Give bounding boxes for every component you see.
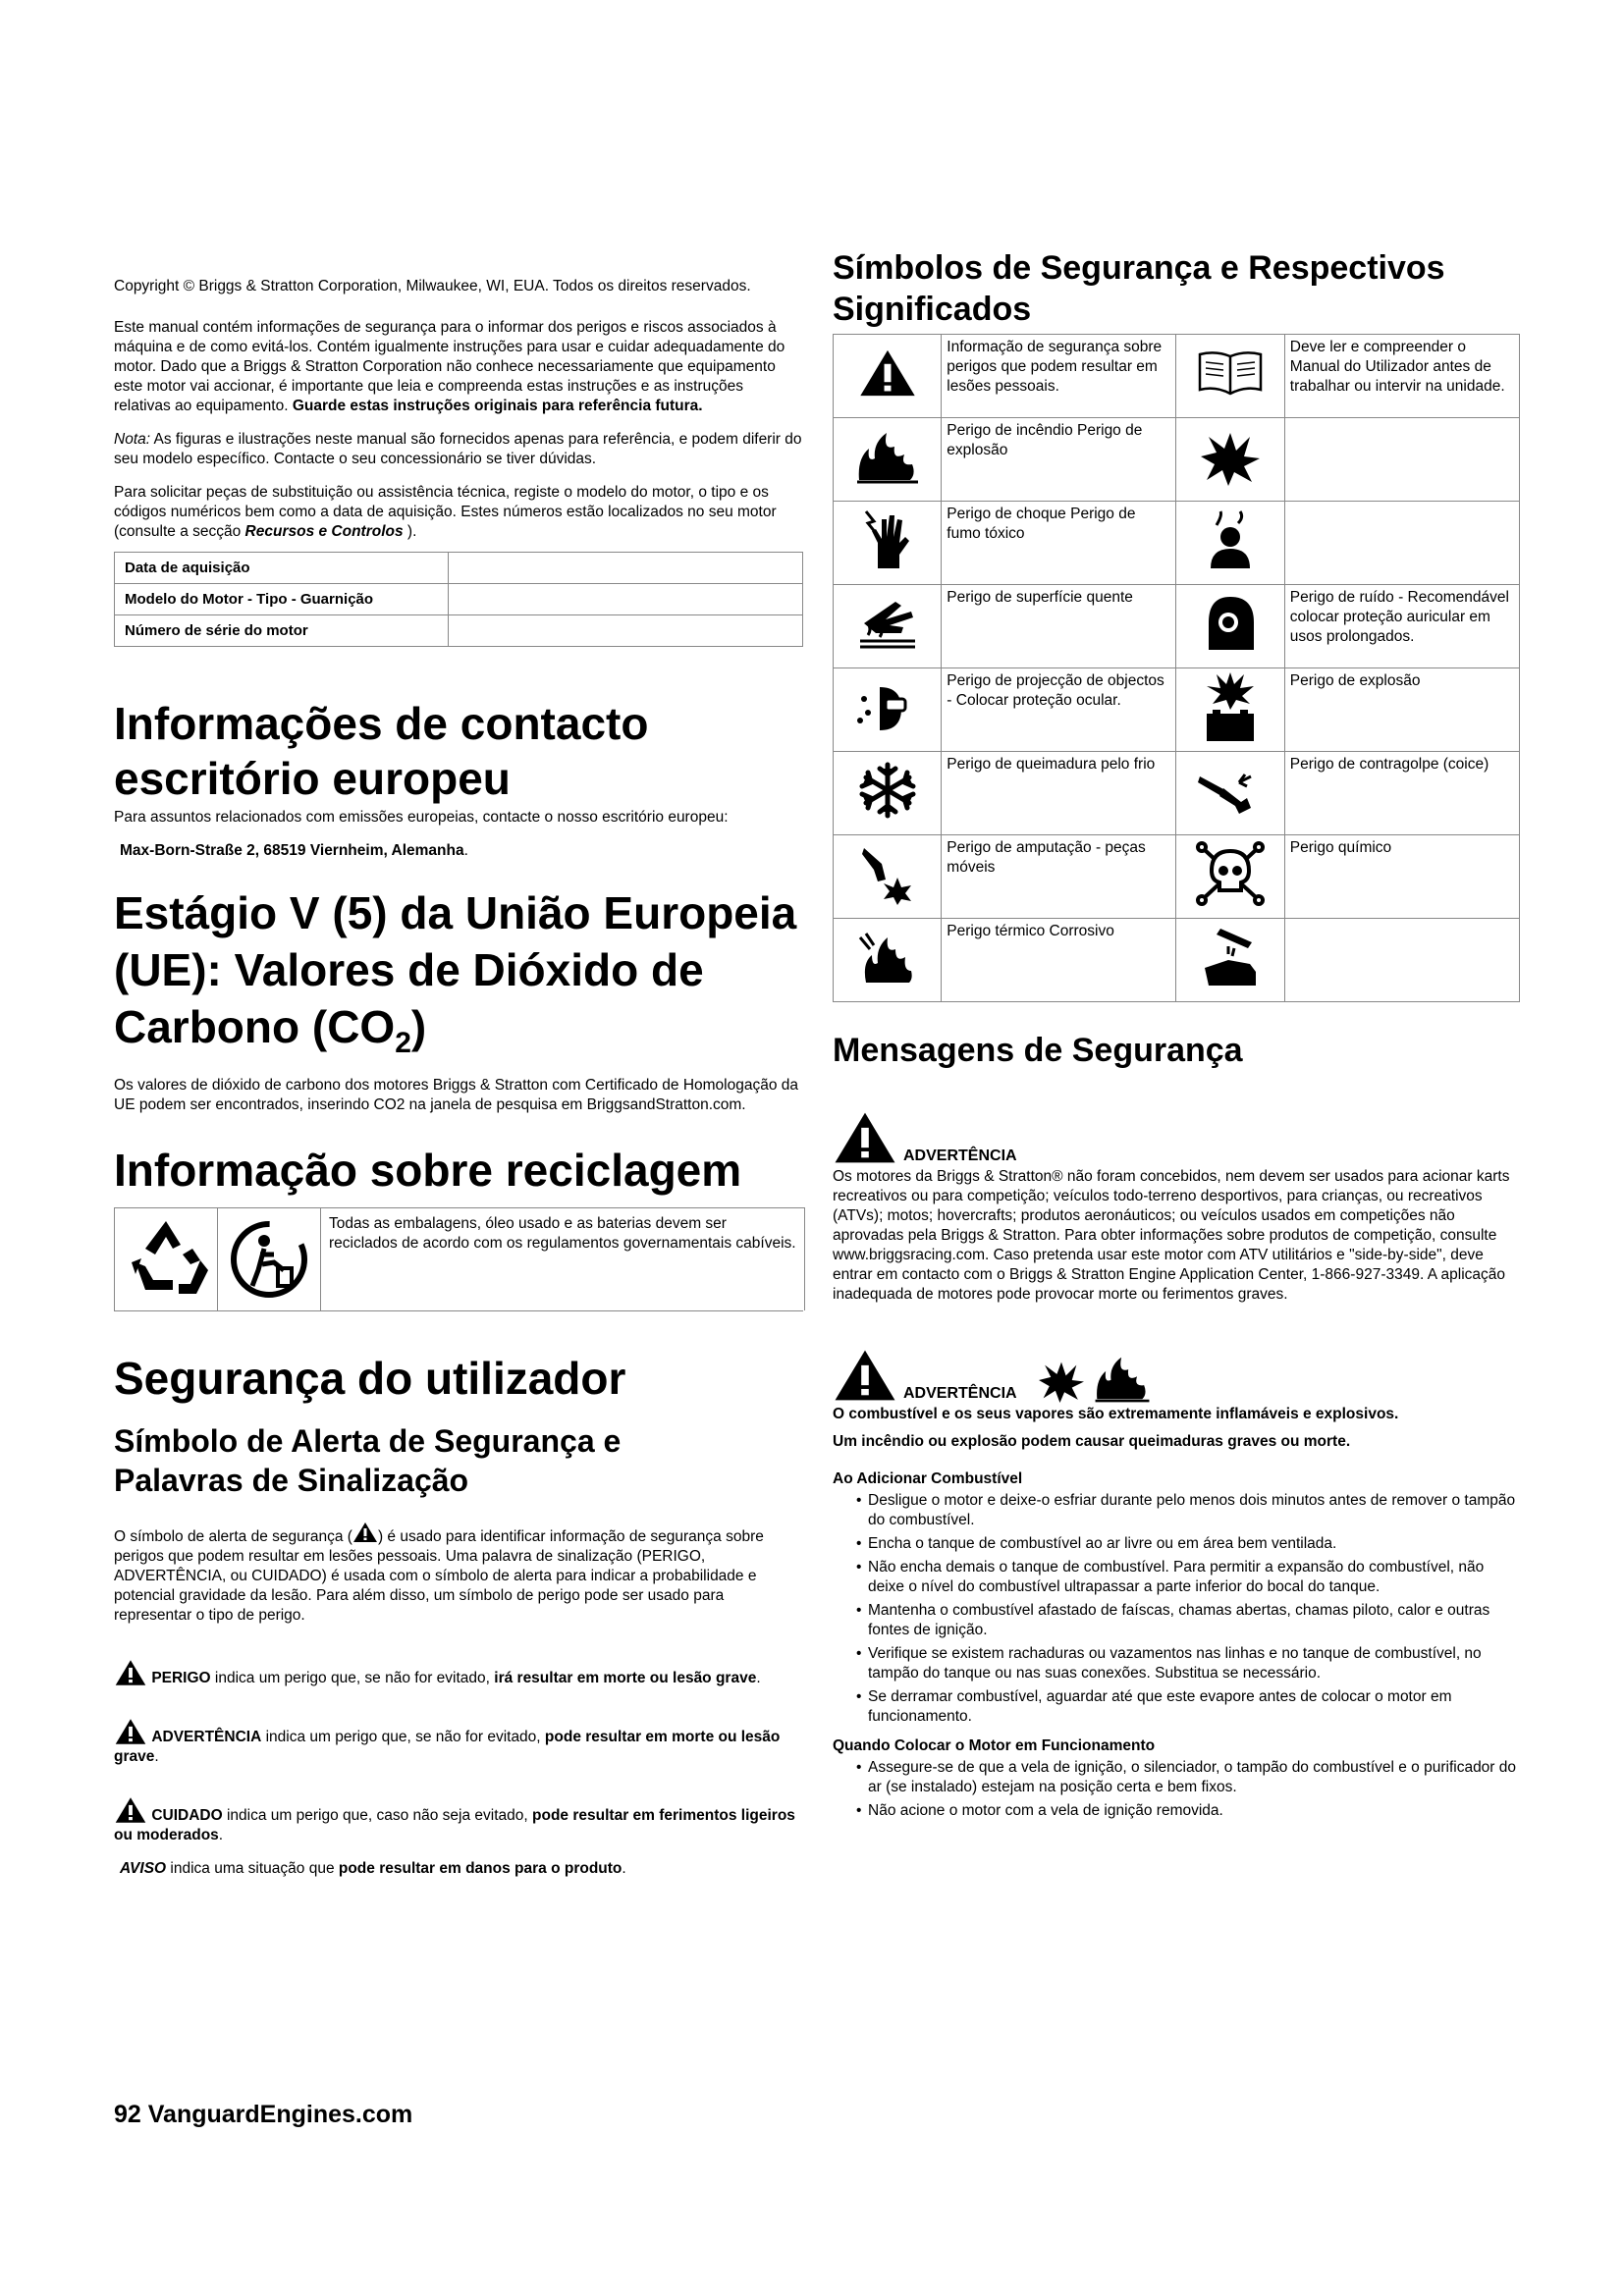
battery-explosion-icon [1176,668,1284,752]
recycle-box [114,1207,805,1310]
kickback-icon [1176,752,1284,835]
serial-number-value[interactable] [449,615,803,647]
engine-model-label: Modelo do Motor - Tipo - Guarnição [115,584,449,615]
list-item: • Desligue o motor e deixe-o esfriar durante pelo menos dois minutos antes de remover o tampão do combustível. [868,1491,1520,1530]
symbol-desc: Perigo de superfície quente [942,585,1176,668]
symbol-desc [1284,919,1519,1002]
manual-book-icon [1176,335,1284,418]
intro-paragraph: Este manual contém informações de segurança para o informar dos perigos e riscos associados à máquina e de como evitá-los. Contém igualmente instruções para usar e cuidar adequadamente do motor. Dado que a Briggs & Stratton Corporation não conhece necessariamente que equipamento este motor vai accionar, é importante que leia e compreenda estas instruções e as instruções relativas ao equipamento. Guarde estas instruções originais para referência futura. [114,319,785,414]
danger-definition: PERIGO indica um perigo que, se não for evitado, irá resultar em morte ou lesão grave. [114,1659,803,1688]
purchase-date-value[interactable] [449,553,803,584]
left-column [114,277,803,1879]
tidyman-icon [218,1208,321,1310]
table-row [834,585,1520,668]
warning-header-2 [833,1348,1520,1403]
list-item: • Não encha demais o tanque de combustível. Para permitir a expansão do combustível, não deixe o nível do combustível ultrapassar a parte inferior do bocal do tanque. [868,1558,1520,1597]
table-row [834,835,1520,919]
table-row [834,668,1520,752]
amputation-icon [834,835,942,919]
purchase-info-table [114,552,803,647]
noise-icon [1176,585,1284,668]
contact-heading: Informações de contacto escritório europeu [114,698,649,804]
symbol-desc: Deve ler e compreender o Manual do Utilizador antes de trabalhar ou intervir na unidade. [1284,335,1519,418]
serial-number-label: Número de série do motor [115,615,449,647]
symbol-desc: Perigo de choque Perigo de fumo tóxico [942,502,1176,585]
warning-triangle-icon [833,1348,897,1403]
symbol-desc: Informação de segurança sobre perigos que podem resultar em lesões pessoais. [942,335,1176,418]
table-row [834,919,1520,1002]
note-paragraph: Nota: As figuras e ilustrações neste manual são fornecidos apenas para referência, e podem diferir do seu modelo específico. Contacte o seu concessionário se tiver dúvidas. [114,431,802,467]
symbol-desc: Perigo de explosão [1284,668,1519,752]
safety-symbols-table [833,334,1520,1002]
chemical-skull-icon [1176,835,1284,919]
corrosive-icon [1176,919,1284,1002]
recycle-divider [114,1310,803,1311]
fuel-instructions-list [833,1491,1520,1727]
symbol-desc [1284,418,1519,502]
warning-triangle-icon [833,1110,897,1165]
table-row [834,752,1520,835]
table-row [834,418,1520,502]
copyright-text: Copyright © Briggs & Stratton Corporation, Milwaukee, WI, EUA. Todos os direitos reservados. [114,278,751,294]
contact-text: Para assuntos relacionados com emissões europeias, contacte o nosso escritório europeu: [114,809,729,826]
fire-icon [1092,1354,1153,1403]
list-item: • Se derramar combustível, aguardar até que este evapore antes de colocar o motor em funcionamento. [868,1687,1520,1727]
fuel-warning-line2: Um incêndio ou explosão podem causar queimaduras graves ou morte. [833,1433,1351,1450]
start-instructions-list [833,1758,1520,1821]
explosion-icon [1176,418,1284,502]
thermal-hazard-icon [834,919,942,1002]
list-item: • Verifique se existem rachaduras ou vazamentos nas linhas e no tanque de combustível, no tampão do tanque ou nas suas conexões. Substitua se necessário. [868,1644,1520,1683]
symbols-heading: Símbolos de Segurança e Respectivos Significados [833,249,1445,328]
toxic-fumes-icon [1176,502,1284,585]
list-item: • Assegure-se de que a vela de ignição, o silenciador, o tampão do combustível e o purificador do ar (se instalado) estejam na posição certa e bem fixos. [868,1758,1520,1797]
alert-symbol-heading: Símbolo de Alerta de Segurança e Palavras de Sinalização [114,1423,622,1499]
eu-stage-heading: Estágio V (5) da União Europeia (UE): Valores de Dióxido de Carbono $(CO_2)$ [114,887,797,1060]
warning-header-1 [833,1110,1520,1165]
frostbite-icon [834,752,942,835]
user-safety-heading: Segurança do utilizador [114,1353,626,1405]
contact-address: Max-Born-Straße 2, 68519 Viernheim, Alemanha. [120,842,468,859]
symbol-desc: Perigo de ruído - Recomendável colocar proteção auricular em usos prolongados. [1284,585,1519,668]
symbol-desc: Perigo químico [1284,835,1519,919]
flying-objects-icon [834,668,942,752]
purchase-date-label: Data de aquisição [115,553,449,584]
start-section-title: Quando Colocar o Motor em Funcionamento [833,1737,1156,1754]
fuel-warning-line1: O combustível e os seus vapores são extremamente inflamáveis e explosivos. [833,1406,1399,1422]
alert-paragraph: O símbolo de alerta de segurança ( ) é usado para identificar informação de segurança sobre perigos que podem resultar em lesões pessoais. Uma palavra de sinalização (PERIGO, ADVERTÊNCIA, ou CUIDADO) é usada com o símbolo de alerta para indicar a probabilidade e potencial gravidade da lesão. Para além disso, um símbolo de perigo pode ser usado para representar o tipo de perigo. [114,1522,803,1626]
eu-stage-text: Os valores de dióxido de carbono dos motores Briggs & Stratton com Certificado de Homologação da UE podem ser encontrados, inserindo CO2 na janela de pesquisa em BriggsandStratton.com. [114,1077,799,1114]
electric-shock-icon [834,502,942,585]
caution-definition: CUIDADO indica um perigo que, caso não seja evitado, pode resultar em ferimentos ligeiros ou moderados. [114,1796,803,1845]
warning-text-1: Os motores da Briggs & Stratton® não foram concebidos, nem devem ser usados para acionar karts recreativos ou para competição; veículos todo-terreno desportivos, para crianças, ou recreativos (ATVs); motos; hovercrafts; produtos aeronáuticos; ou veículos usados em competições não aprovadas pela Briggs & Stratton. Para obter informações sobre produtos de competição, consulte www.briggsracing.com. Caso pretenda usar este motor com ATV utilitários e "side-by-side", deve entrar em contacto com o Briggs & Stratton Engine Application Center, 1-866-927-3349. A aplicação inadequada de motores pode provocar morte ou ferimentos graves. [833,1168,1510,1303]
symbol-desc: Perigo de amputação - peças móveis [942,835,1176,919]
right-column [833,247,1520,1825]
table-row [115,615,803,647]
caution-alert-icon [114,1796,147,1824]
symbol-desc: Perigo de incêndio Perigo de explosão [942,418,1176,502]
recycle-heading: Informação sobre reciclagem [114,1145,742,1197]
engine-model-value[interactable] [449,584,803,615]
table-row [834,502,1520,585]
table-row [115,584,803,615]
warning-label: ADVERTÊNCIA [903,1148,1017,1164]
explosion-icon [1037,1358,1086,1403]
notice-definition: AVISO indica uma situação que pode resultar em danos para o produto. [120,1860,626,1878]
danger-alert-icon [114,1659,147,1686]
hot-surface-icon [834,585,942,668]
warning-definition: ADVERTÊNCIA indica um perigo que, se não for evitado, pode resultar em morte ou lesão grave. [114,1718,803,1767]
list-item: • Mantenha o combustível afastado de faíscas, chamas abertas, chamas piloto, calor e outras fontes de ignição. [868,1601,1520,1640]
list-item: • Não acione o motor com a vela de ignição removida. [868,1801,1520,1821]
list-item: • Encha o tanque de combustível ao ar livre ou em área bem ventilada. [868,1534,1520,1554]
safety-alert-icon [352,1522,378,1543]
symbol-desc: Perigo de queimadura pelo frio [942,752,1176,835]
recycle-text: Todas as embalagens, óleo usado e as baterias devem ser reciclados de acordo com os regulamentos governamentais cabíveis. [329,1215,796,1253]
safety-messages-heading: Mensagens de Segurança [833,1032,1243,1069]
symbol-desc: Perigo de projecção de objectos - Colocar proteção ocular. [942,668,1176,752]
symbol-desc: Perigo térmico Corrosivo [942,919,1176,1002]
recycle-icon [115,1208,218,1310]
page-footer: 92 VanguardEngines.com [114,2101,413,2128]
fuel-section-title: Ao Adicionar Combustível [833,1470,1023,1487]
alert-symbol-icon [834,335,942,418]
fire-icon [834,418,942,502]
table-row [834,335,1520,418]
symbol-desc [1284,502,1519,585]
table-row [115,553,803,584]
warning-label: ADVERTÊNCIA [903,1385,1017,1402]
symbol-desc: Perigo de contragolpe (coice) [1284,752,1519,835]
warning-alert-icon [114,1718,147,1745]
parts-paragraph: Para solicitar peças de substituição ou assistência técnica, registe o modelo do motor, o tipo e os códigos numéricos bem como a data de aquisição. Estes números estão localizados no seu motor (consulte a secção Recursos e Controlos ). [114,484,777,540]
